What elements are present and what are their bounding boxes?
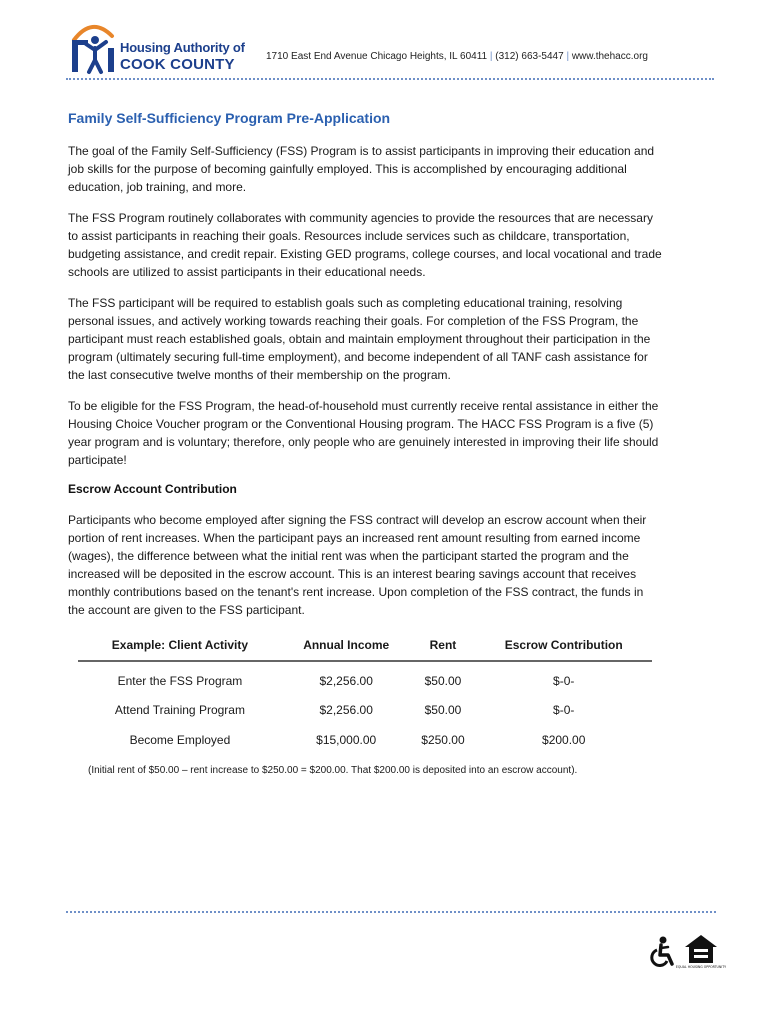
separator: | [489,51,493,62]
org-name-line2: COOK COUNTY [120,56,235,73]
paragraph-goal: The goal of the Family Self-Sufficiency (FSS) Program is to assist participants in improving their education and job skills for the purpose of becoming gainfully employed. This is accomplished by encouraging additional education, job training, and more. [68,144,655,194]
separator: | [566,51,570,62]
page-header [68,14,718,80]
table-cell: $50.00 [424,673,462,688]
table-cell: $250.00 [421,732,465,747]
contact-info [266,51,648,62]
table-cell: $-0- [553,703,575,718]
table-footnote: (Initial rent of $50.00 – rent increase to $250.00 = $200.00. That $200.00 is deposited into an escrow account). [88,764,578,776]
website-link[interactable]: www.thehacc.org [571,51,648,62]
paragraph-requirements: The FSS participant will be required to establish goals such as completing educational training, resolving personal issues, and actively working towards reaching their goals. For completion of the FSS Program, the participant must reach established goals, obtain and maintain employment throughout their participation in the program (ultimately securing full-time employment), and become independent of all TANF cash assistance for the last consecutive twelve months of their membership on the program. [68,296,651,382]
org-name-line1: Housing Authority of [120,40,245,55]
table-row [78,661,652,696]
table-cell: $2,256.00 [319,703,373,718]
paragraph-escrow: Participants who become employed after signing the FSS contract will develop an escrow account when their portion of rent increases. When the participant pays an increased rent amount resulting from earned income (wages), the difference between what the initial rent was when the participant started the program and the increased will be deposited in the escrow account. This is an interest bearing savings account that receives monthly contributions based on the tenant's rent increase. Upon completion of the FSS contract, the funds in the account are given to the FSS participant. [68,513,647,617]
table-cell: $15,000.00 [316,732,377,747]
table-row [78,696,652,726]
column-header: Escrow Contribution [475,632,652,661]
page-title: Family Self-Sufficiency Program Pre-Application [68,110,391,126]
table-cell: $200.00 [542,732,586,747]
paragraph-collaboration: The FSS Program routinely collaborates with community agencies to provide the resources that are necessary to assist participants in reaching their goals. Resources include services such as childcare, transportation, budgeting assistance, and credit repair. Existing GED programs, college courses, and local vocational and trade schools are utilized to assist participants in their educational needs. [68,211,662,279]
paragraph-eligibility: To be eligible for the FSS Program, the head-of-household must currently receive rental assistance in either the Housing Choice Voucher program or the Conventional Housing program. The HACC FSS Program is a five (5) year program and is voluntary; therefore, only people who are genuinely interested in improving their life should participate! [68,399,659,467]
phone: (312) 663-5447 [495,51,564,62]
table-cell: Enter the FSS Program [117,673,243,688]
footer-divider [66,911,716,913]
footer-icons [648,934,727,970]
column-header: Example: Client Activity [78,632,282,661]
escrow-example-table [78,632,652,755]
accessibility-icon [648,936,676,970]
table-row [78,725,652,755]
header-divider [66,78,714,80]
table-cell: Attend Training Program [114,703,245,718]
house-with-person-icon [68,18,120,76]
table-cell: $2,256.00 [319,673,373,688]
table-cell: Become Employed [129,732,231,747]
escrow-heading: Escrow Account Contribution [68,482,237,496]
column-header: Annual Income [282,632,411,661]
table-header-row [78,632,652,661]
column-header: Rent [411,632,476,661]
eho-caption: EQUAL HOUSING OPPORTUNITY [675,965,727,969]
table-cell: $-0- [553,673,575,688]
address: 1710 East End Avenue Chicago Heights, IL 60411 [266,51,488,62]
equal-housing-opportunity-icon [675,934,727,970]
document-body [68,110,662,776]
table-cell: $50.00 [424,703,462,718]
hacc-logo [68,18,248,78]
